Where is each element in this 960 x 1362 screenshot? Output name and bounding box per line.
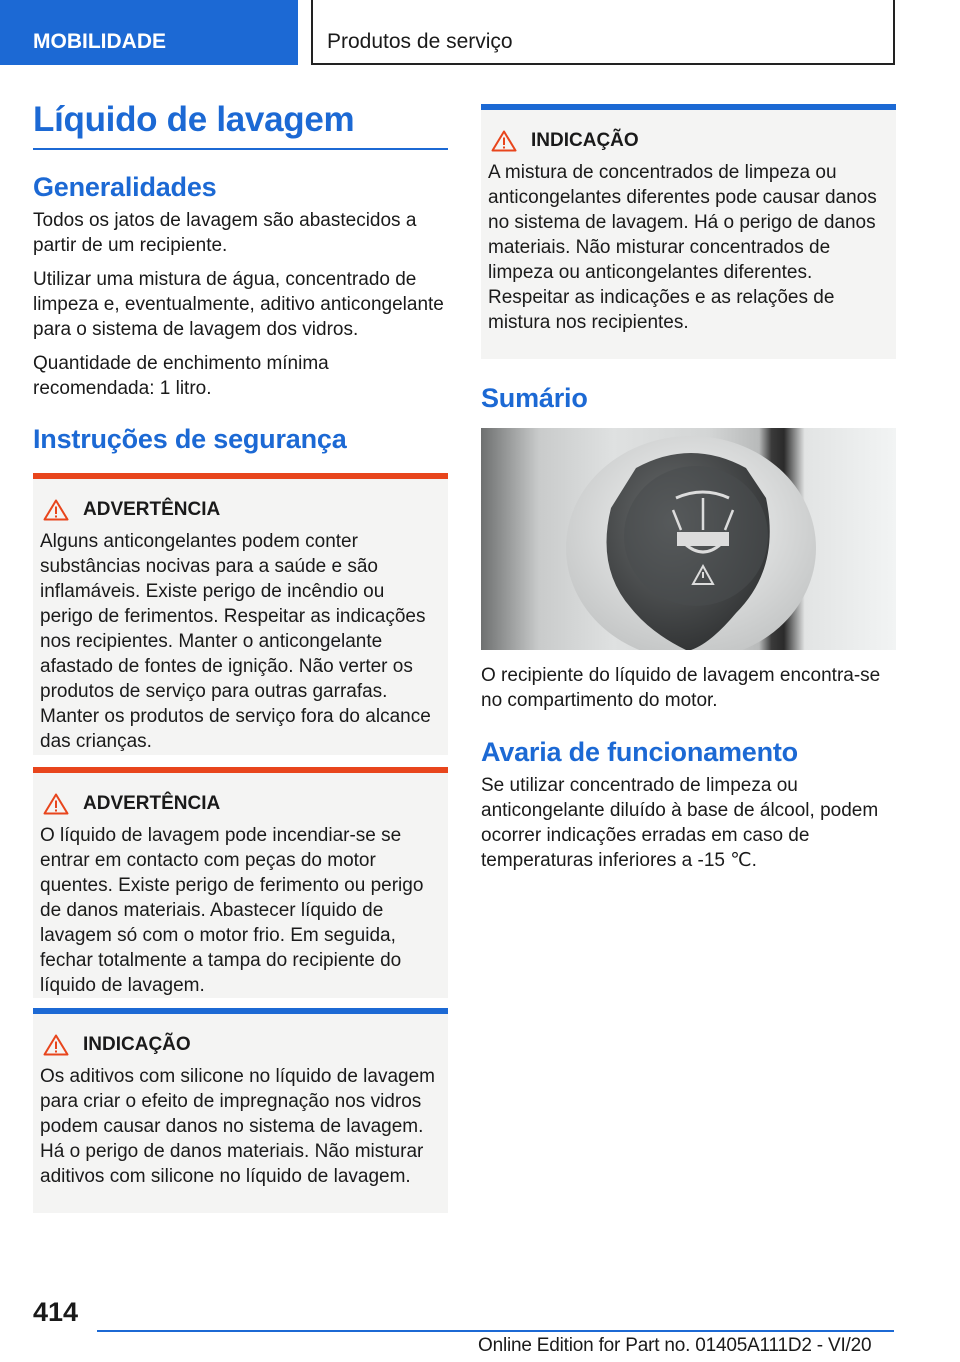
warning-title-text: ADVERTÊNCIA [83,793,221,814]
left-column [33,100,448,1213]
heading-sumario: Sumário [481,383,588,413]
paragraph: Quantidade de enchimento mínima recomendada: 1 litro. [33,353,329,399]
right-column [481,104,896,873]
paragraph: Todos os jatos de lavagem são abastecidos a partir de um recipiente. [33,210,417,256]
warning-triangle-icon [43,793,69,815]
page-number: 414 [33,1297,79,1327]
notice-title-text: INDICAÇÃO [83,1034,191,1055]
edition-note: Online Edition for Part no. 01405A111D2 - VI/20 [478,1335,872,1356]
warning-triangle-icon [491,130,517,152]
washer-reservoir-photo [481,428,896,650]
warning-box [33,473,448,755]
notice-title-text: INDICAÇÃO [531,130,639,151]
warning-triangle-icon [43,499,69,521]
washer-cap-illustration [481,428,896,650]
paragraph: Se utilizar concentrado de limpeza ou anticongelante diluído à base de álcool, podem ocorrer indicações erradas em caso de temperaturas inferiores a -15 ℃. [481,775,879,871]
notice-box [481,104,896,359]
page-title: Líquido de lavagem [33,100,448,150]
footer-divider [97,1330,894,1332]
heading-avaria: Avaria de funcionamento [481,737,798,767]
warning-box [33,767,448,998]
notice-text: Os aditivos com silicone no líquido de lavagem para criar o efeito de impregnação nos vidros podem causar danos no sistema de lavagem. Há o perigo de danos materiais. Não misturar aditivos com silicone no líquido de lavagem. [40,1066,435,1187]
warning-text: O líquido de lavagem pode incendiar-se se entrar em contacto com peças do motor quentes. Existe perigo de ferimento ou perigo de danos materiais. Abastecer líquido de lavagem só com o motor frio. Em seguida, fechar totalmente a tampa do recipiente do líquido de lavagem. [40,825,424,996]
paragraph: Utilizar uma mistura de água, concentrado de limpeza e, eventualmente, aditivo anticongelante para o sistema de lavagem dos vidros. [33,269,444,340]
chapter-title: Produtos de serviço [311,0,895,65]
notice-title [491,128,889,154]
warning-title [43,497,441,523]
notice-title [43,1032,441,1058]
warning-title-text: ADVERTÊNCIA [83,499,221,520]
warning-text: Alguns anticongelantes podem conter substâncias nocivas para a saúde e são inflamáveis. Existe perigo de incêndio ou perigo de ferimentos. Respeitar as indicações nos recipientes. Manter o anticongelante afastado de fontes de ignição. Não verter os produtos de serviço para outras garrafas. Manter os produtos de serviço fora do alcance das crianças. [40,531,431,752]
heading-generalidades: Generalidades [33,172,217,202]
figure-caption: O recipiente do líquido de lavagem encontra-se no compartimento do motor. [481,665,881,711]
warning-title [43,791,441,817]
warning-triangle-icon [43,1034,69,1056]
heading-seguranca: Instruções de segurança [33,424,347,454]
notice-text: A mistura de concentrados de limpeza ou anticongelantes diferentes pode causar danos no sistema de lavagem. Há o perigo de danos materiais. Não misturar concentrados de limpeza ou anticongelantes diferentes. Respeitar as indicações e as relações de mistura nos recipientes. [488,162,877,333]
notice-box [33,1008,448,1213]
section-tab: MOBILIDADE [0,0,298,65]
